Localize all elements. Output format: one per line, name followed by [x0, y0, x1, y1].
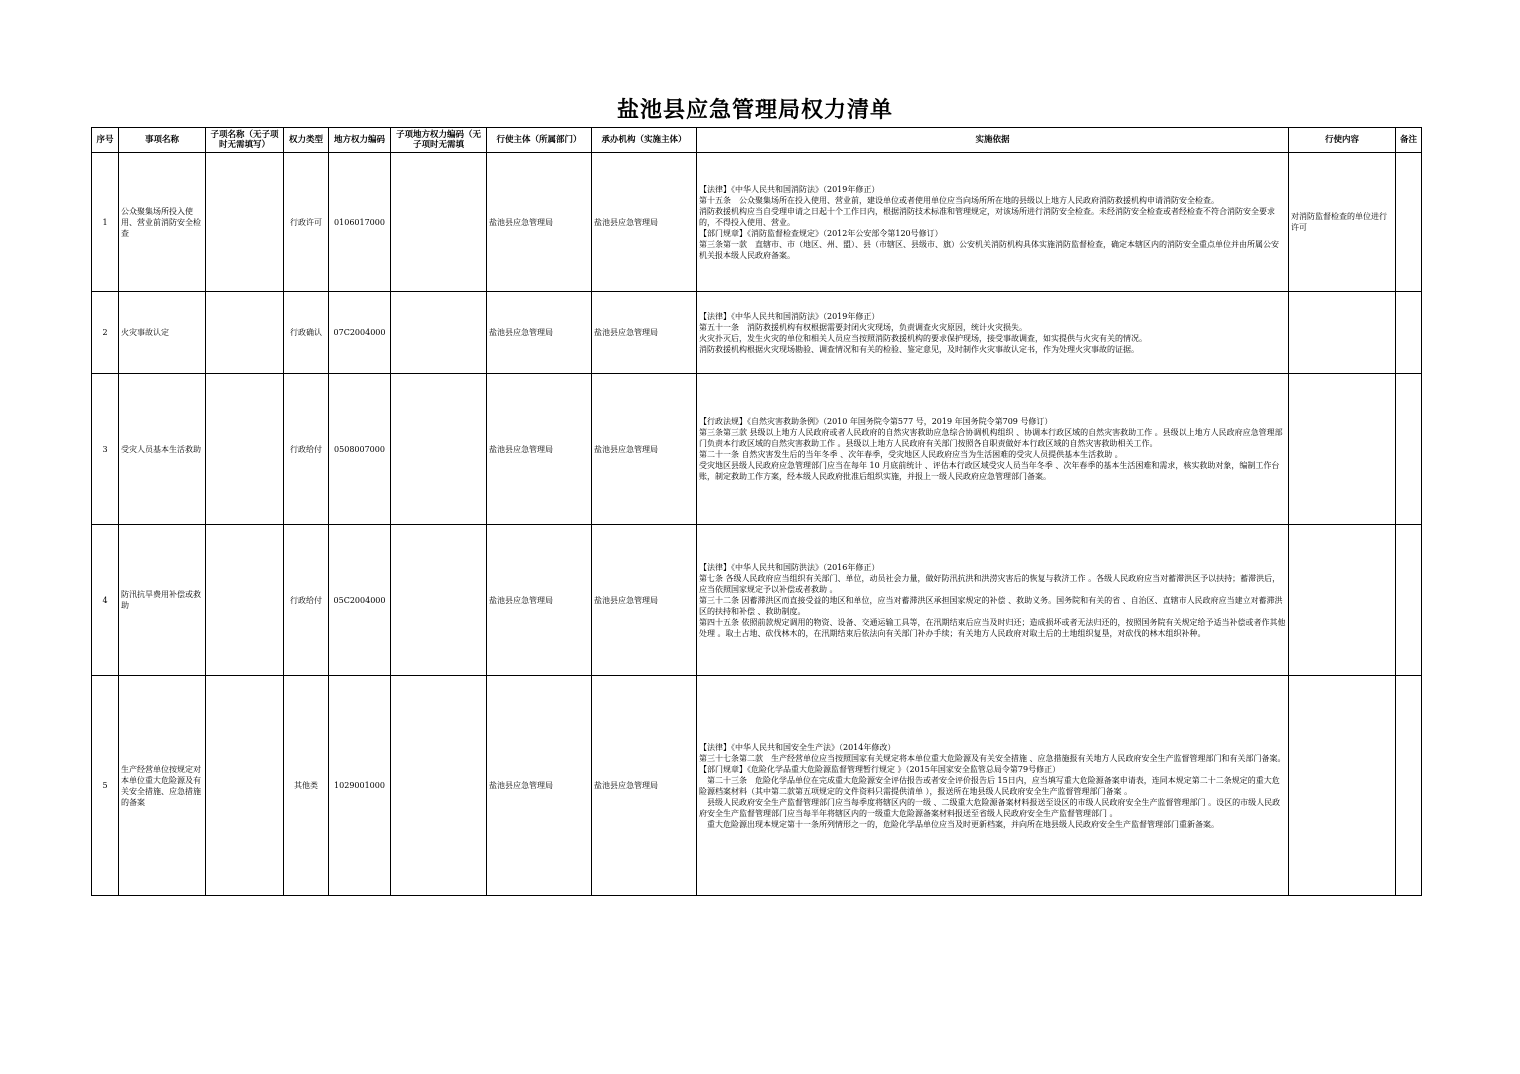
- basis-line: 【法律】《中华人民共和国安全生产法》（2014年修改）: [699, 742, 896, 752]
- page-title: 盐池县应急管理局权力清单: [616, 97, 893, 123]
- basis-line: 第三十七条第二款 生产经营单位应当按照国家有关规定将本单位重大危险源及有关安全措施 、应急措施报有关地方人民政府安全生产监督管理部门和有关部门备案。: [699, 753, 1286, 763]
- row-content: [1289, 374, 1396, 525]
- header-no: 序号: [92, 128, 119, 153]
- basis-line: 【部门规章】《消防监督检查规定》（2012年公安部令第120号修订）: [699, 228, 943, 238]
- table-row: [92, 525, 1422, 676]
- basis-line: 【部门规章】《危险化学品重大危险源监督管理暂行规定 》（2015年国家安全监管总局令第79号修正）: [699, 764, 1061, 774]
- row-no: 4: [92, 525, 119, 676]
- row-note: [1396, 374, 1422, 525]
- header-agency: 承办机构（实施主体）: [592, 128, 697, 153]
- row-note: [1396, 292, 1422, 374]
- table-body: [92, 153, 1422, 896]
- row-name: 生产经营单位按规定对本单位重大危险源及有关安全措施、应急措施的备案: [119, 676, 206, 896]
- table-row: [92, 292, 1422, 374]
- row-subcode: [391, 153, 487, 292]
- header-name: 事项名称: [119, 128, 206, 153]
- row-sub: [206, 676, 284, 896]
- row-name: 防汛抗旱费用补偿或救助: [119, 525, 206, 676]
- row-sub: [206, 153, 284, 292]
- row-subject: 盐池县应急管理局: [487, 374, 592, 525]
- basis-line: 第二十三条 危险化学品单位在完成重大危险源安全评估报告或者安全评价报告后 15日内，应当填写重大危险源备案申请表，连同本规定第二十二条规定的重大危险源档案材料（其中第二款第五项规定的文件资料只需提供清单 ），报送所在地县级人民政府安全生产监督管理部门备案 。: [699, 775, 1280, 796]
- row-code: 0508007000: [329, 374, 391, 525]
- row-basis: [697, 153, 1289, 292]
- basis-line: 第三条第三款 县级以上地方人民政府或者人民政府的自然灾害救助应急综合协调机构组织 、协调本行政区域的自然灾害救助工作 。县级以上地方人民政府应急管理部门负责本行政区域的自然灾害救助工作 。县级以上地方人民政府有关部门按照各自职责做好本行政区域的自然灾害救助相关工作。: [699, 428, 1283, 448]
- row-no: 3: [92, 374, 119, 525]
- basis-line: 第七条 各级人民政府应当组织有关部门、单位，动员社会力量，做好防汛抗洪和洪涝灾害后的恢复与救济工作 。各级人民政府应当对蓄滞洪区予以扶持；蓄滞洪后，应当依照国家规定予以补偿或者救助 。: [699, 573, 1281, 594]
- row-content: [1289, 525, 1396, 676]
- basis-line: 受灾地区县级人民政府应急管理部门应当在每年 10 月底前统计 、评估本行政区域受灾人员当年冬季 、次年春季的基本生活困难和需求，核实救助对象，编制工作台账，制定救助工作方案，经本级人民政府批准后组织实施，并报上一级人民政府应急管理部门备案。: [699, 461, 1280, 481]
- row-agency: 盐池县应急管理局: [592, 292, 697, 374]
- row-content: [1289, 676, 1396, 896]
- row-code: 05C2004000: [329, 525, 391, 676]
- row-agency: 盐池县应急管理局: [592, 153, 697, 292]
- row-type: 行政许可: [284, 153, 329, 292]
- row-no: 5: [92, 676, 119, 896]
- row-basis: [697, 292, 1289, 374]
- header-row: [92, 128, 1422, 153]
- basis-line: 火灾扑灭后，发生火灾的单位和相关人员应当按照消防救援机构的要求保护现场，接受事故调查，如实提供与火灾有关的情况。: [699, 333, 1147, 343]
- row-note: [1396, 676, 1422, 896]
- table-row: [92, 374, 1422, 525]
- header-content: 行使内容: [1289, 128, 1396, 153]
- header-type: 权力类型: [284, 128, 329, 153]
- basis-line: 第五十一条 消防救援机构有权根据需要封闭火灾现场，负责调查火灾原因，统计火灾损失。: [699, 322, 1027, 332]
- row-code: 07C2004000: [329, 292, 391, 374]
- basis-line: 【法律】《中华人民共和国消防法》（2019年修正）: [699, 184, 880, 194]
- table-row: [92, 153, 1422, 292]
- basis-line: 消防救援机构应当自受理申请之日起十个工作日内，根据消防技术标准和管理规定，对该场所进行消防安全检查。未经消防安全检查或者经检查不符合消防安全要求的，不得投入使用、营业。: [699, 206, 1275, 227]
- header-sub: 子项名称（无子项时无需填写）: [206, 128, 284, 153]
- row-agency: 盐池县应急管理局: [592, 525, 697, 676]
- row-basis: [697, 374, 1289, 525]
- basis-line: 第十五条 公众聚集场所在投入使用、营业前，建设单位或者使用单位应当向场所所在地的县级以上地方人民政府消防救援机构申请消防安全检查。: [699, 195, 1219, 205]
- basis-line: 【行政法规】《自然灾害救助条例》（2010 年国务院令第577 号，2019 年国务院令第709 号修订）: [699, 417, 1053, 426]
- basis-line: 重大危险源出现本规定第十一条所列情形之一的，危险化学品单位应当及时更新档案，并向所在地县级人民政府安全生产监督管理部门重新备案。: [699, 819, 1219, 829]
- row-sub: [206, 525, 284, 676]
- power-list-table: [91, 127, 1422, 896]
- basis-line: 【法律】《中华人民共和国消防法》（2019年修正）: [699, 311, 880, 321]
- header-code: 地方权力编码: [329, 128, 391, 153]
- basis-line: 县级人民政府安全生产监督管理部门应当每季度将辖区内的一级 、二级重大危险源备案材料报送至设区的市级人民政府安全生产监督管理部门 。设区的市级人民政府安全生产监督管理部门应当每半年将辖区内的一级重大危险源备案材料报送至省级人民政府安全生产监督管理部门 。: [699, 797, 1281, 818]
- row-subject: 盐池县应急管理局: [487, 525, 592, 676]
- row-basis: [697, 676, 1289, 896]
- header-note: 备注: [1396, 128, 1422, 153]
- row-subcode: [391, 525, 487, 676]
- basis-line: 第二十一条 自然灾害发生后的当年冬季 、次年春季，受灾地区人民政府应当为生活困难的受灾人员提供基本生活救助 。: [699, 450, 1123, 459]
- row-subcode: [391, 292, 487, 374]
- row-code: 0106017000: [329, 153, 391, 292]
- row-agency: 盐池县应急管理局: [592, 676, 697, 896]
- row-subcode: [391, 374, 487, 525]
- basis-line: 第四十五条 依照前款规定调用的物资、设备、交通运输工具等，在汛期结束后应当及时归还；造成损坏或者无法归还的，按照国务院有关规定给予适当补偿或者作其他处理 。取土占地、砍伐林木的，在汛期结束后依法向有关部门补办手续；有关地方人民政府对取土后的土地组织复垦，对砍伐的林木组织补种。: [699, 617, 1286, 638]
- row-content: 对消防监督检查的单位进行许可: [1289, 153, 1396, 292]
- basis-line: 第三十二条 因蓄滞洪区而直接受益的地区和单位，应当对蓄滞洪区承担国家规定的补偿 、救助义务。国务院和有关的省 、自治区、直辖市人民政府应当建立对蓄滞洪区的扶持和补偿 、救助制度。: [699, 595, 1283, 616]
- row-subject: 盐池县应急管理局: [487, 292, 592, 374]
- row-sub: [206, 374, 284, 525]
- basis-line: 消防救援机构根据火灾现场勘验、调查情况和有关的检验、鉴定意见，及时制作火灾事故认定书，作为处理火灾事故的证据。: [699, 344, 1139, 354]
- row-name: 公众聚集场所投入使用、营业前消防安全检查: [119, 153, 206, 292]
- header-basis: 实施依据: [697, 128, 1289, 153]
- header-subject: 行使主体（所属部门）: [487, 128, 592, 153]
- row-name: 受灾人员基本生活救助: [119, 374, 206, 525]
- row-note: [1396, 153, 1422, 292]
- row-subcode: [391, 676, 487, 896]
- row-type: 行政确认: [284, 292, 329, 374]
- row-code: 1029001000: [329, 676, 391, 896]
- row-content: [1289, 292, 1396, 374]
- basis-line: 第三条第一款 直辖市、市（地区、州、盟）、县（市辖区、县级市、旗）公安机关消防机构具体实施消防监督检查，确定本辖区内的消防安全重点单位并由所属公安机关报本级人民政府备案。: [699, 239, 1279, 260]
- row-agency: 盐池县应急管理局: [592, 374, 697, 525]
- row-name: 火灾事故认定: [119, 292, 206, 374]
- basis-line: 【法律】《中华人民共和国防洪法》（2016年修正）: [699, 562, 880, 572]
- row-subject: 盐池县应急管理局: [487, 153, 592, 292]
- row-type: 行政给付: [284, 374, 329, 525]
- row-basis: [697, 525, 1289, 676]
- table-row: [92, 676, 1422, 896]
- row-sub: [206, 292, 284, 374]
- row-type: 行政给付: [284, 525, 329, 676]
- row-subject: 盐池县应急管理局: [487, 676, 592, 896]
- header-subcode: 子项地方权力编码（无子项时无需填: [391, 128, 487, 153]
- row-no: 2: [92, 292, 119, 374]
- row-note: [1396, 525, 1422, 676]
- row-no: 1: [92, 153, 119, 292]
- row-type: 其他类: [284, 676, 329, 896]
